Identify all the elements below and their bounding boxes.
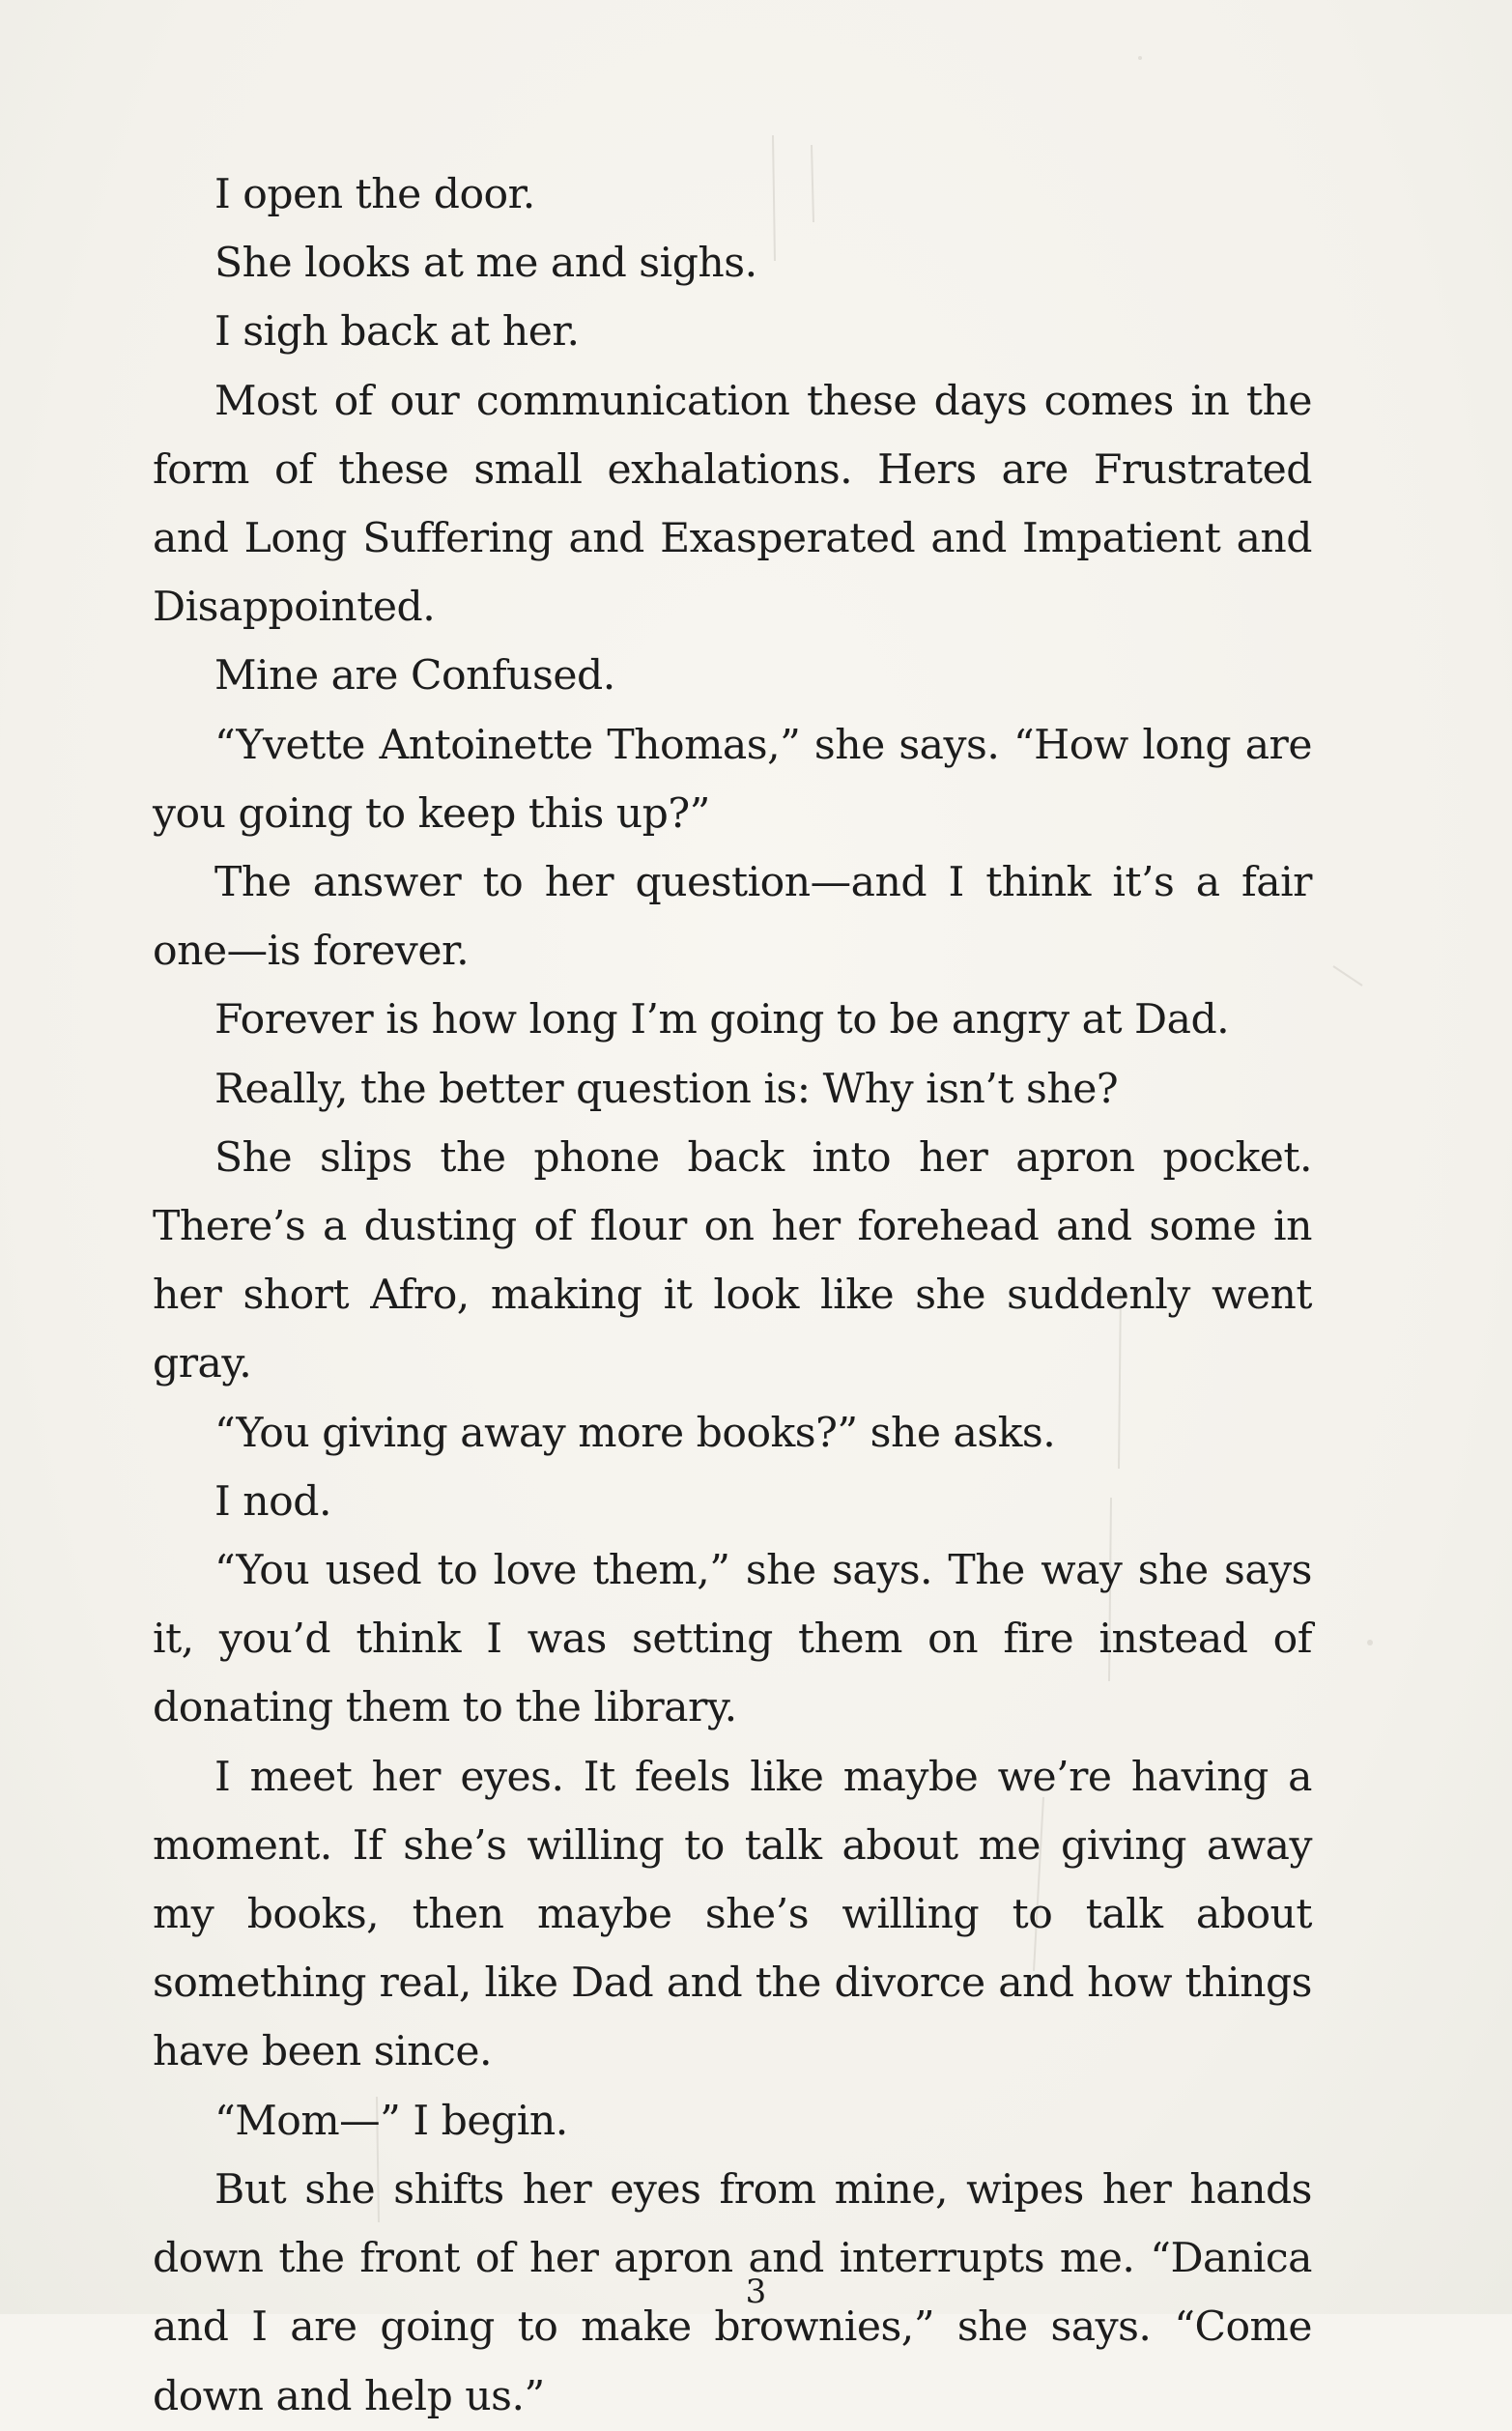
paragraph-4: Most of our communication these days comes in the form of these small exhalations. Hers are Frustrated and Long Suffering and Exasperated and Impatient and Disappointed.: [153, 377, 1312, 632]
paragraph-13: “You used to love them,” she says. The way she says it, you’d think I was setting them on fire instead of donating them to the library.: [153, 1547, 1312, 1732]
paragraph-12: I nod.: [214, 1477, 331, 1526]
paragraph-2: She looks at me and sighs.: [214, 240, 757, 288]
paragraph-7: The answer to her question—and I think it’s a fair one—is forever.: [153, 859, 1312, 976]
paragraph-11: “You giving away more books?” she asks.: [214, 1409, 1056, 1457]
paragraph-8: Forever is how long I’m going to be angry at Dad.: [214, 996, 1230, 1044]
paragraph-14: I meet her eyes. It feels like maybe we’re having a moment. If she’s willing to talk about me giving away my books, then maybe she’s willing to talk about something real, like Dad and the divorce and how things have been since.: [153, 1753, 1312, 2076]
paragraph-15: “Mom—” I begin.: [214, 2097, 568, 2145]
paragraph-16: But she shifts her eyes from mine, wipes her hands down the front of her apron and interrupts me. “Danica and I are going to make brownies,” she says. “Come down and help us.”: [153, 2165, 1312, 2420]
paragraph-10: She slips the phone back into her apron pocket. There’s a dusting of flour on her forehead and some in her short Afro, making it look like she suddenly went gray.: [153, 1133, 1312, 1388]
paragraph-6: “Yvette Antoinette Thomas,” she says. “How long are you going to keep this up?”: [153, 721, 1312, 838]
page-number: 3: [745, 2273, 767, 2311]
body-text: [153, 160, 1312, 2431]
paragraph-9: Really, the better question is: Why isn’t she?: [214, 1065, 1119, 1113]
paragraph-1: I open the door.: [214, 171, 535, 218]
paragraph-5: Mine are Confused.: [214, 652, 615, 701]
paragraph-3: I sigh back at her.: [214, 308, 580, 357]
